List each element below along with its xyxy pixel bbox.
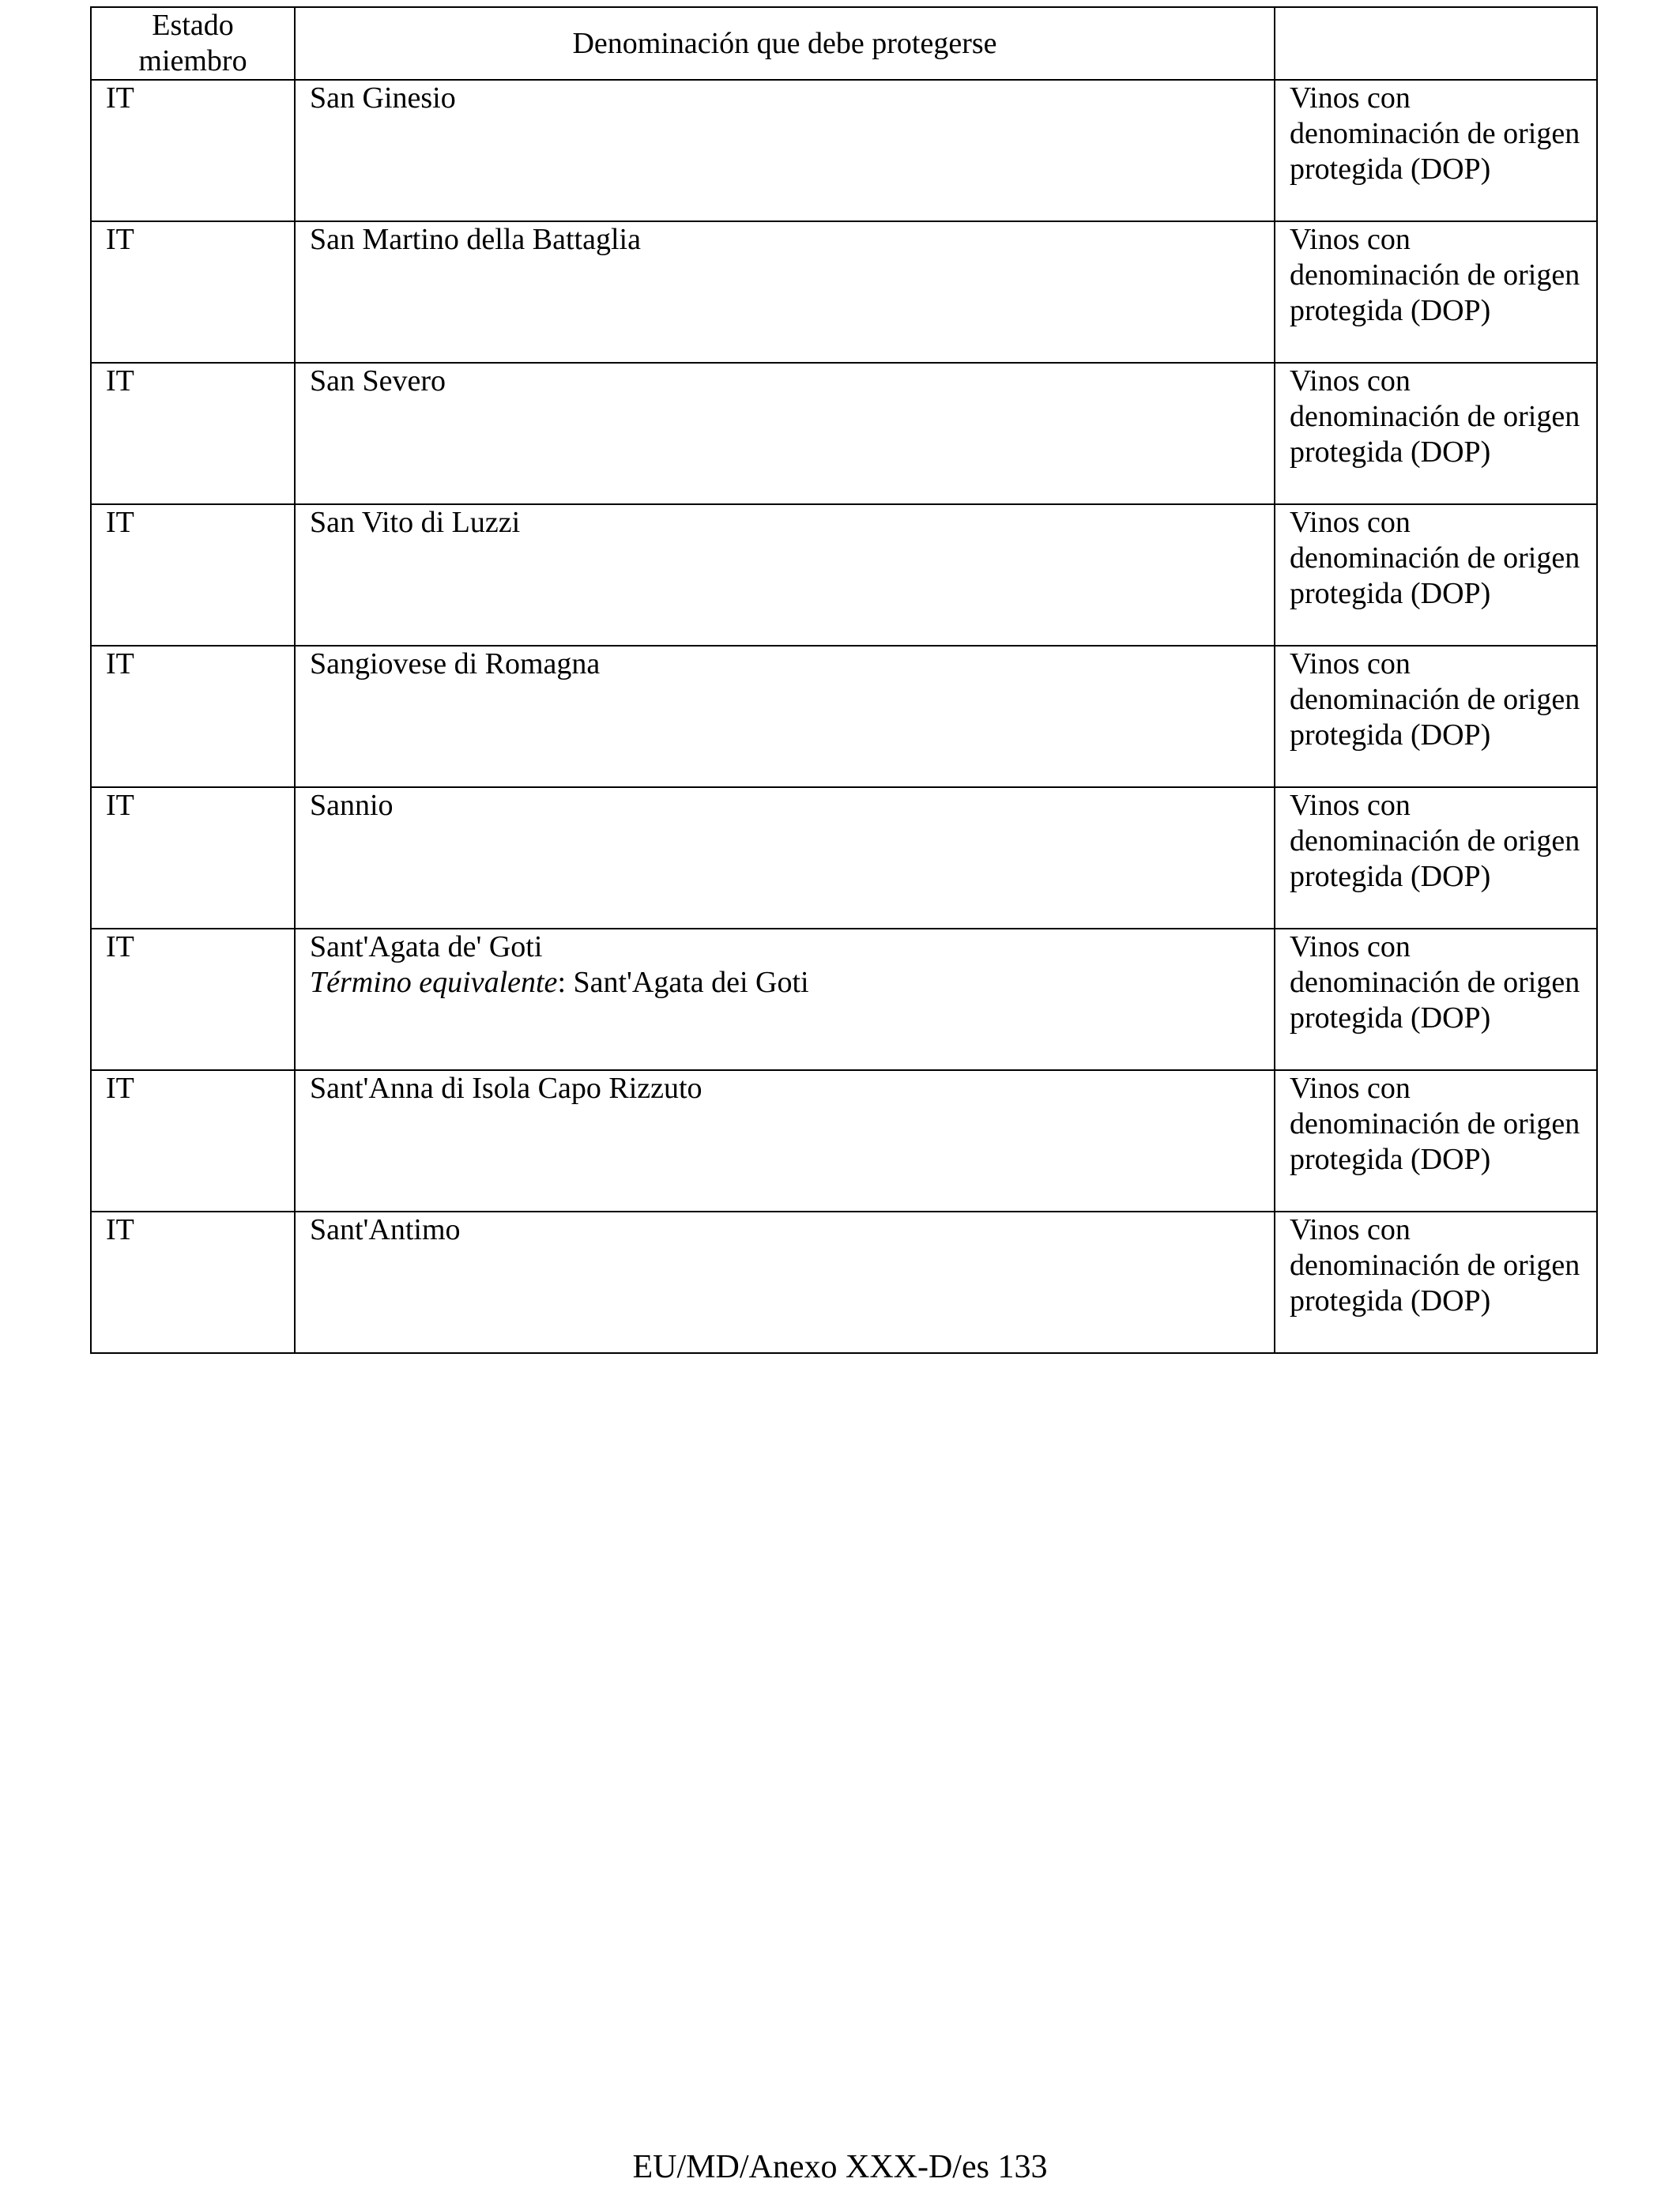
denomination-name: Sant'Anna di Isola Capo Rizzuto <box>310 1072 703 1105</box>
table-row <box>91 929 1597 1070</box>
product-type-cell: Vinos con denominación de origen protegida (DOP) <box>1275 363 1597 504</box>
denomination-name: Sant'Antimo <box>310 1213 461 1246</box>
product-type-cell: Vinos con denominación de origen protegida (DOP) <box>1275 504 1597 646</box>
equivalent-term-value: : Sant'Agata dei Goti <box>557 966 809 999</box>
header-type <box>1275 7 1597 80</box>
member-state-cell: IT <box>91 80 295 221</box>
table-row <box>91 787 1597 929</box>
header-denomination: Denominación que debe protegerse <box>295 7 1275 80</box>
denomination-name: San Severo <box>310 364 446 398</box>
table-row <box>91 1070 1597 1212</box>
denomination-cell <box>295 504 1275 646</box>
product-type-cell: Vinos con denominación de origen protegida (DOP) <box>1275 221 1597 363</box>
denomination-cell <box>295 646 1275 787</box>
table-row <box>91 363 1597 504</box>
denomination-name: Sangiovese di Romagna <box>310 647 601 680</box>
denomination-name: Sant'Agata de' Goti <box>310 930 543 963</box>
product-type-cell: Vinos con denominación de origen protegida (DOP) <box>1275 787 1597 929</box>
equivalent-term-label: Término equivalente <box>310 966 558 999</box>
product-type-cell: Vinos con denominación de origen protegida (DOP) <box>1275 1070 1597 1212</box>
member-state-cell: IT <box>91 929 295 1070</box>
member-state-cell: IT <box>91 221 295 363</box>
member-state-cell: IT <box>91 787 295 929</box>
denomination-cell <box>295 1212 1275 1353</box>
table-row <box>91 646 1597 787</box>
table-header-row <box>91 7 1597 80</box>
denomination-cell <box>295 1070 1275 1212</box>
member-state-cell: IT <box>91 504 295 646</box>
denomination-cell <box>295 221 1275 363</box>
table-row <box>91 504 1597 646</box>
denomination-name: San Vito di Luzzi <box>310 506 521 539</box>
product-type-cell: Vinos con denominación de origen protegida (DOP) <box>1275 646 1597 787</box>
member-state-cell: IT <box>91 646 295 787</box>
denomination-name: Sannio <box>310 789 394 822</box>
table-row <box>91 80 1597 221</box>
table-row <box>91 221 1597 363</box>
equivalent-term-line <box>310 965 1260 1001</box>
table-row <box>91 1212 1597 1353</box>
member-state-cell: IT <box>91 363 295 504</box>
denomination-cell <box>295 787 1275 929</box>
member-state-cell: IT <box>91 1070 295 1212</box>
member-state-cell: IT <box>91 1212 295 1353</box>
denomination-cell <box>295 80 1275 221</box>
denomination-cell <box>295 363 1275 504</box>
page-footer-reference: EU/MD/Anexo XXX-D/es 133 <box>632 2149 1048 2185</box>
product-type-cell: Vinos con denominación de origen protegida (DOP) <box>1275 929 1597 1070</box>
header-member-state: Estado miembro <box>91 7 295 80</box>
product-type-cell: Vinos con denominación de origen protegida (DOP) <box>1275 1212 1597 1353</box>
denomination-name: San Ginesio <box>310 81 456 115</box>
table-body <box>91 80 1597 1353</box>
denomination-cell <box>295 929 1275 1070</box>
product-type-cell: Vinos con denominación de origen protegida (DOP) <box>1275 80 1597 221</box>
protected-denominations-table <box>90 6 1598 1354</box>
denomination-name: San Martino della Battaglia <box>310 223 641 256</box>
